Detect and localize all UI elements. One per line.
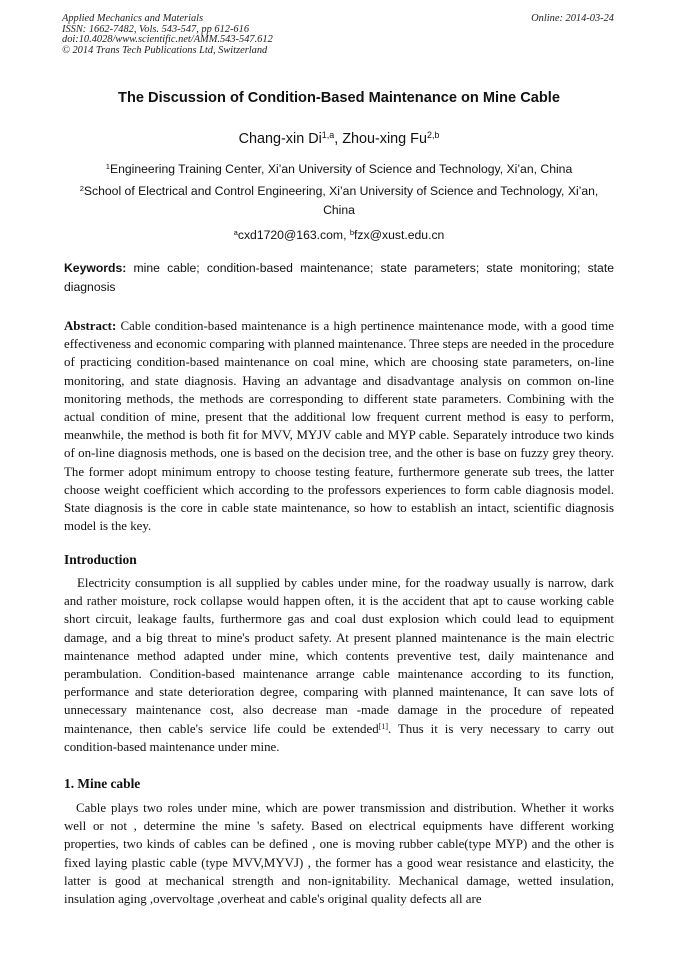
affil-text: School of Electrical and Control Engineering, Xi’an University of Science and Technology, Xi’an, China	[83, 184, 599, 217]
introduction-paragraph	[64, 574, 614, 756]
affiliation-2	[64, 182, 614, 220]
affiliation-1	[64, 160, 614, 179]
email-marker: a	[233, 227, 238, 237]
author-name: Zhou-xing Fu	[342, 131, 427, 147]
journal-name: Applied Mechanics and Materials	[62, 13, 204, 24]
doi-line: doi:10.4028/www.scientific.net/AMM.543-547.612	[62, 34, 273, 46]
introduction-text-end: . Thus it is very necessary to carry out condition-based maintenance under mine.	[64, 721, 615, 754]
email-list	[0, 228, 678, 242]
email-marker: b	[349, 227, 355, 237]
author-name: Chang-xin Di	[238, 131, 322, 147]
author-affil-marker: 1,a	[321, 130, 335, 141]
email-address[interactable]: cxd1720@163.com	[237, 228, 344, 242]
citation-ref[interactable]: [1]	[378, 721, 388, 731]
email-separator: ,	[343, 228, 350, 242]
journal-header	[62, 14, 273, 56]
section-mine-cable-heading: 1. Mine cable	[64, 776, 141, 791]
introduction-text: Electricity consumption is all supplied by cables under mine, for the roadway usually is narrow, dark and rather moisture, rock collapse would happen often, it is the accident that apt to cause working cable short circuit, leakage faults, furthermore gas and coal dust explosion which could lead to equipment damage, and a big threat to mine's product safety. At present planned maintenance is the main electric maintenance method adapted under mine, which contents preventive test, daily maintenance and perambulation. Condition-based maintenance arrange cable maintenance according to its function, performance and state deterioration degree, comparing with planned maintenance, It can save lots of unnecessary maintenance cost, also decrease man -made damage in the procedure of repeated maintenance, then cable's service life could be extended	[64, 576, 614, 736]
keywords-text: mine cable; condition-based maintenance; state parameters; state monitoring; state diagnosis	[64, 261, 614, 294]
affil-text: Engineering Training Center, Xi’an University of Science and Technology, Xi’an, China	[109, 162, 573, 176]
abstract-text: Cable condition-based maintenance is a high pertinence maintenance mode, with a good time effectiveness and economic comparing with planned maintenance. Three steps are needed in the procedure of practicing condition-based maintenance on coal mine, which are choosing state parameters, on-line monitoring, and state diagnosis. Having an advantage and disadvantage analysis on common on-line monitoring methods, the methods are corresponding to different state parameters. Combining with the actual condition of mine, present that the additional low frequent current method is easy to perform, meanwhile, the method is both fit for MVV, MYJV cable and MYP cable. Separately introduce two kinds of on-line diagnosis methods, one is based on the decision tree, and the other is base on fuzzy grey theory. The former adopt minimum entropy to choose testing feature, furthermore generate sub trees, the latter choose weight coefficient which according to the professors experiences to form cable diagnosis model. State diagnosis is the core in cable state maintenance, so how to establish an intact, scientific diagnosis model is the key.	[64, 319, 615, 534]
author-list	[0, 131, 678, 147]
author-affil-marker: 2,b	[426, 130, 440, 141]
affil-marker: 1	[105, 161, 110, 171]
author-separator: ,	[334, 131, 343, 147]
section-mine-cable-paragraph: Cable plays two roles under mine, which are power transmission and distribution. Whether it works well or not , determine the mine 's safety. Based on electrical equipments have different working properties, two kinds of cables can be defined , one is moving rubber cable(type MYP) and the other is fixed laying plastic cable (type MVV,MYVJ) , the former has a good wear resistance and elasticity, the latter is good at mechanical strength and non-ignitability. Mechanical damage, wetted insulation, insulation aging ,overvoltage ,overheat and cable's original quality defects all are	[64, 801, 614, 907]
online-date: Online: 2014-03-24	[531, 13, 614, 24]
introduction-heading: Introduction	[64, 552, 137, 567]
copyright-line: © 2014 Trans Tech Publications Ltd, Switzerland	[62, 44, 268, 56]
email-address[interactable]: fzx@xust.edu.cn	[354, 228, 445, 242]
abstract-block	[64, 317, 614, 535]
paper-title: The Discussion of Condition-Based Maintenance on Mine Cable	[118, 90, 560, 106]
abstract-label: Abstract:	[64, 319, 117, 333]
keywords-label: Keywords:	[64, 261, 127, 275]
affil-marker: 2	[79, 183, 84, 193]
issn-line: ISSN: 1662-7482, Vols. 543-547, pp 612-616	[62, 23, 250, 35]
keywords-block	[64, 259, 614, 297]
